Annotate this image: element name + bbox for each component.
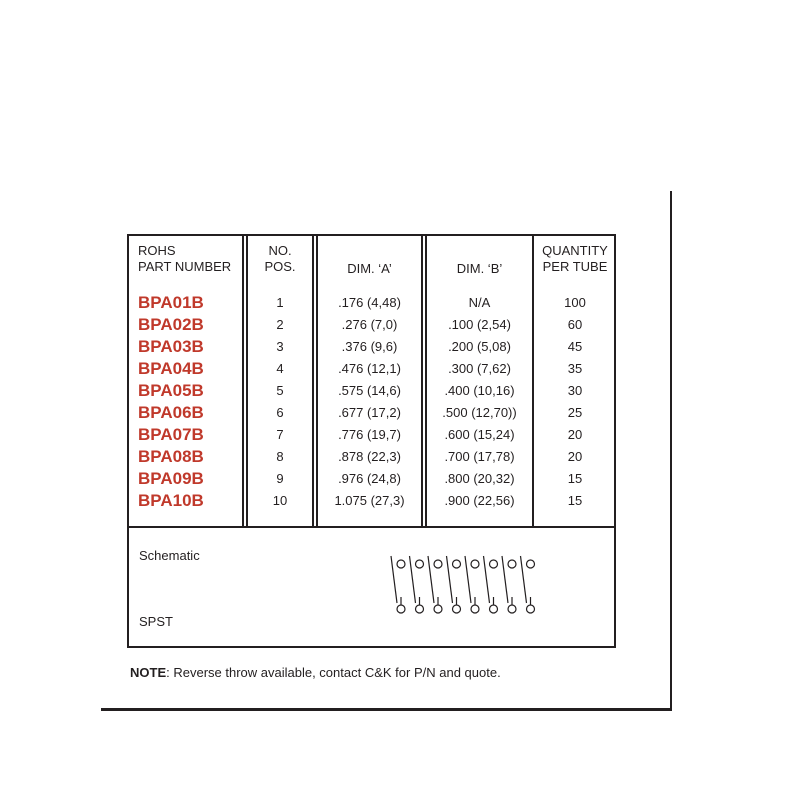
table-row xyxy=(129,468,614,490)
cell-pos: 9 xyxy=(276,471,284,486)
spec-table xyxy=(127,234,616,648)
switch-contact-bottom xyxy=(397,605,405,613)
cell-pos: 4 xyxy=(276,361,284,376)
cell-dim-b: .300 (7,62) xyxy=(448,361,511,376)
header-part-line1: ROHS xyxy=(138,243,176,258)
cell-qty: 15 xyxy=(567,493,583,508)
note-label: NOTE xyxy=(130,665,167,680)
part-number: BPA04B xyxy=(138,359,204,378)
frame-bottom-border xyxy=(101,708,672,711)
part-number: BPA02B xyxy=(138,315,204,334)
cell-pos: 8 xyxy=(276,449,284,464)
note-body: : Reverse throw available, contact C&K for P/N and quote. xyxy=(166,665,501,680)
switch-contact-bottom xyxy=(490,605,498,613)
cell-dim-a: .276 (7,0) xyxy=(341,317,398,332)
cell-dim-a: .176 (4,48) xyxy=(338,295,401,310)
cell-qty: 35 xyxy=(567,361,583,376)
table-row xyxy=(129,490,614,512)
cell-pos: 3 xyxy=(276,339,284,354)
header-dim-a: DIM. ‘A’ xyxy=(347,261,392,276)
switch-contact-bottom xyxy=(508,605,516,613)
cell-qty: 20 xyxy=(567,427,583,442)
table-row xyxy=(129,424,614,446)
part-number: BPA08B xyxy=(138,447,204,466)
switch-lever xyxy=(391,556,397,603)
switch-contact-top xyxy=(434,560,442,568)
table-row xyxy=(129,380,614,402)
part-number: BPA05B xyxy=(138,381,204,400)
header-qty-line2: PER TUBE xyxy=(542,259,608,274)
cell-dim-a: .575 (14,6) xyxy=(338,383,401,398)
cell-dim-b: .200 (5,08) xyxy=(448,339,511,354)
cell-qty: 15 xyxy=(567,471,583,486)
switch-contact-bottom xyxy=(434,605,442,613)
schematic-label: Schematic xyxy=(139,548,200,563)
header-dim-b: DIM. ‘B’ xyxy=(456,261,503,276)
cell-dim-a: .976 (24,8) xyxy=(338,471,401,486)
switch-contact-top xyxy=(527,560,535,568)
cell-dim-b: .600 (15,24) xyxy=(444,427,515,442)
switch-contact-top xyxy=(397,560,405,568)
part-number: BPA07B xyxy=(138,425,204,444)
cell-qty: 30 xyxy=(567,383,583,398)
table-row xyxy=(129,336,614,358)
header-part-number xyxy=(138,243,242,275)
cell-pos: 5 xyxy=(276,383,284,398)
table-section-divider xyxy=(129,526,614,528)
switch-contact-top xyxy=(508,560,516,568)
part-number: BPA10B xyxy=(138,491,204,510)
part-number: BPA06B xyxy=(138,403,204,422)
header-pos-line1: NO. xyxy=(268,243,292,258)
switch-lever xyxy=(521,556,527,603)
table-row xyxy=(129,292,614,314)
switch-contact-bottom xyxy=(527,605,535,613)
cell-pos: 7 xyxy=(276,427,284,442)
cell-pos: 2 xyxy=(276,317,284,332)
cell-dim-a: 1.075 (27,3) xyxy=(334,493,405,508)
cell-dim-a: .677 (17,2) xyxy=(338,405,401,420)
switch-contact-bottom xyxy=(453,605,461,613)
cell-pos: 1 xyxy=(276,295,284,310)
switch-lever xyxy=(502,556,508,603)
cell-qty: 60 xyxy=(567,317,583,332)
switch-contact-bottom xyxy=(471,605,479,613)
part-number: BPA03B xyxy=(138,337,204,356)
switch-contact-top xyxy=(453,560,461,568)
cell-dim-a: .376 (9,6) xyxy=(341,339,398,354)
switch-contact-top xyxy=(471,560,479,568)
header-positions xyxy=(248,243,312,275)
header-part-line2: PART NUMBER xyxy=(138,259,232,274)
frame-right-border xyxy=(670,191,672,710)
switch-lever xyxy=(447,556,453,603)
cell-dim-b: .100 (2,54) xyxy=(448,317,511,332)
cell-dim-b: N/A xyxy=(468,295,491,310)
cell-dim-a: .878 (22,3) xyxy=(338,449,401,464)
switch-lever xyxy=(484,556,490,603)
switch-contact-top xyxy=(416,560,424,568)
cell-dim-b: .500 (12,70)) xyxy=(442,405,517,420)
cell-pos: 10 xyxy=(272,493,288,508)
note-text xyxy=(130,665,501,681)
cell-qty: 25 xyxy=(567,405,583,420)
table-row xyxy=(129,402,614,424)
table-row xyxy=(129,314,614,336)
part-number: BPA01B xyxy=(138,293,204,312)
switch-contact-bottom xyxy=(416,605,424,613)
table-row xyxy=(129,358,614,380)
part-number: BPA09B xyxy=(138,469,204,488)
table-row xyxy=(129,446,614,468)
cell-dim-a: .476 (12,1) xyxy=(338,361,401,376)
header-qty-line1: QUANTITY xyxy=(542,243,608,258)
cell-dim-b: .700 (17,78) xyxy=(444,449,515,464)
cell-qty: 100 xyxy=(564,295,586,310)
dip-switch-schematic xyxy=(384,551,544,617)
switch-lever xyxy=(428,556,434,603)
cell-dim-b: .900 (22,56) xyxy=(444,493,515,508)
spst-label: SPST xyxy=(139,614,173,629)
cell-dim-b: .400 (10,16) xyxy=(444,383,515,398)
switch-contact-top xyxy=(490,560,498,568)
switch-lever xyxy=(410,556,416,603)
cell-pos: 6 xyxy=(276,405,284,420)
cell-qty: 20 xyxy=(567,449,583,464)
cell-qty: 45 xyxy=(567,339,583,354)
cell-dim-a: .776 (19,7) xyxy=(338,427,401,442)
switch-lever xyxy=(465,556,471,603)
header-pos-line2: POS. xyxy=(264,259,296,274)
header-quantity xyxy=(534,243,616,275)
cell-dim-b: .800 (20,32) xyxy=(444,471,515,486)
